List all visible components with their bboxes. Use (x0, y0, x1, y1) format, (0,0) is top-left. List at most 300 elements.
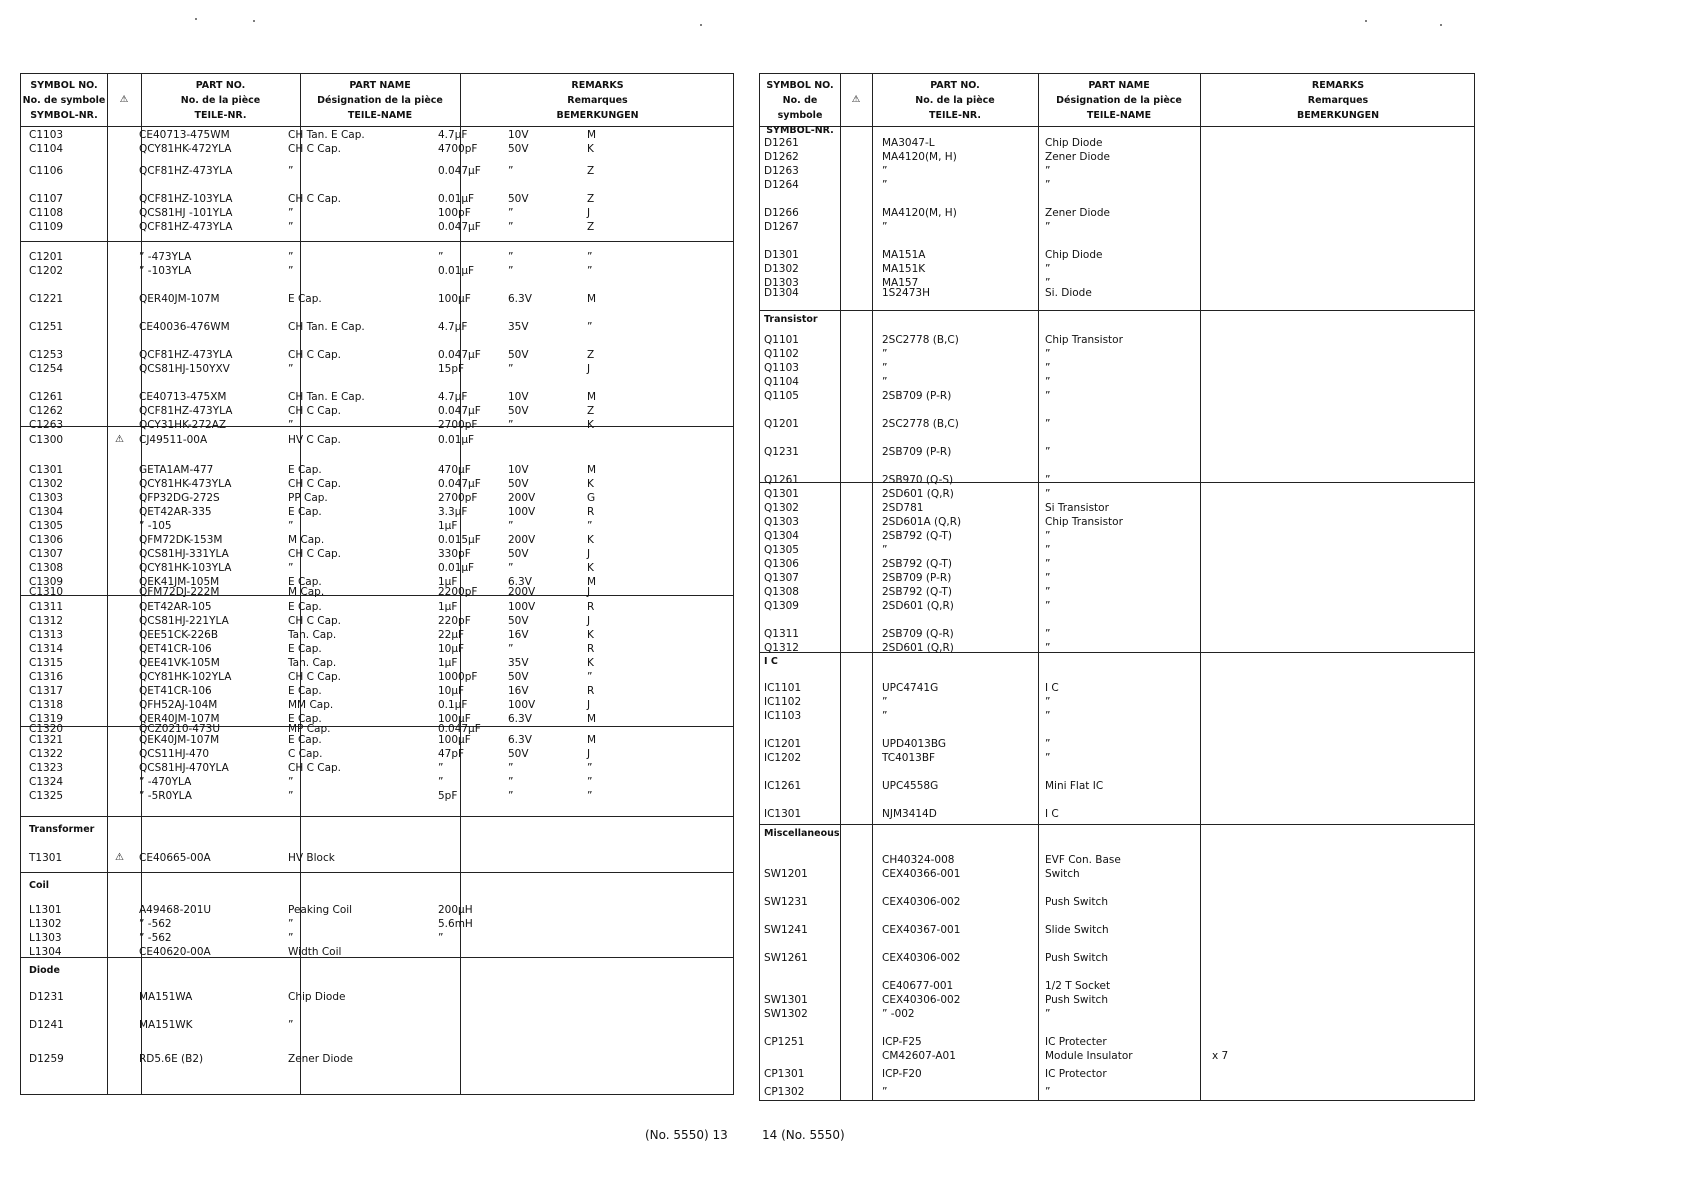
part-name: CH C Cap. (288, 548, 342, 560)
symbol-no: Q1261 (764, 474, 799, 486)
page-number-left: (No. 5550) 13 (645, 1128, 728, 1142)
remark-tolerance: Z (587, 405, 595, 417)
part-no: CJ49511-00A (139, 434, 208, 446)
part-no: 1S2473H (882, 287, 930, 299)
part-no: MA157 (882, 277, 919, 289)
table-row (760, 286, 1474, 300)
table-row (21, 1052, 733, 1066)
remark-voltage: 50V (508, 349, 529, 361)
remark-value: 2700pF (438, 492, 478, 504)
remark-tolerance: J (587, 615, 591, 627)
symbol-no: IC1301 (764, 808, 802, 820)
part-no: ” (882, 165, 888, 177)
symbol-no: Q1304 (764, 530, 799, 542)
remark-tolerance: Z (587, 349, 595, 361)
remark-voltage: 50V (508, 405, 529, 417)
table-row (760, 1035, 1474, 1049)
remark-tolerance: Z (587, 193, 595, 205)
part-name: Module Insulator (1045, 1050, 1133, 1062)
symbol-no: L1304 (29, 946, 62, 958)
part-no: ” -562 (139, 932, 172, 944)
part-no: QEK41JM-105M (139, 576, 220, 588)
remark-tolerance: K (587, 478, 594, 490)
part-no: ” -470YLA (139, 776, 192, 788)
part-name: CH C Cap. (288, 615, 342, 627)
remark-tolerance: ” (587, 251, 593, 263)
table-row (21, 264, 733, 278)
part-name: E Cap. (288, 576, 322, 588)
table-row (21, 684, 733, 698)
part-name: ” (1045, 277, 1051, 289)
header-warning-icon: ⚠ (851, 94, 861, 105)
remark-value: 22µF (438, 629, 465, 641)
part-no: 2SD781 (882, 502, 924, 514)
part-no: QCY81HK-472YLA (139, 143, 232, 155)
symbol-no: C1108 (29, 207, 64, 219)
table-row (21, 789, 733, 803)
remark-voltage: ” (508, 251, 514, 263)
table-row (21, 348, 733, 362)
part-name: ” (1045, 221, 1051, 233)
remark-value: 4.7µF (438, 321, 468, 333)
part-name: ” (1045, 1086, 1051, 1098)
symbol-no: CP1301 (764, 1068, 805, 1080)
symbol-no: C1321 (29, 734, 64, 746)
remark-voltage: 6.3V (508, 293, 532, 305)
symbol-no: D1261 (764, 137, 799, 149)
part-no: ” -5R0YLA (139, 790, 192, 802)
part-name: Tan. Cap. (288, 629, 337, 641)
part-no: TC4013BF (882, 752, 936, 764)
symbol-no: D1267 (764, 221, 799, 233)
part-no: 2SB792 (Q-T) (882, 586, 952, 598)
part-name: ” (1045, 696, 1051, 708)
part-name: ” (1045, 752, 1051, 764)
part-no: ” (882, 362, 888, 374)
part-no: QFH52AJ-104M (139, 699, 218, 711)
table-row (760, 681, 1474, 695)
symbol-no: C1261 (29, 391, 64, 403)
part-no: A49468-201U (139, 904, 212, 916)
symbol-no: IC1261 (764, 780, 802, 792)
part-no: 2SB970 (Q-S) (882, 474, 954, 486)
group-label: Transformer (29, 824, 95, 835)
part-no: QET42AR-105 (139, 601, 212, 613)
table-row (21, 1018, 733, 1032)
part-no: ” -002 (882, 1008, 915, 1020)
remark-voltage: ” (508, 419, 514, 431)
remark-voltage: 50V (508, 478, 529, 490)
remark-voltage: 6.3V (508, 576, 532, 588)
table-row (760, 779, 1474, 793)
part-no: NJM3414D (882, 808, 937, 820)
table-row (21, 990, 733, 1004)
part-no: QEE41VK-105M (139, 657, 220, 669)
part-no: ” (882, 710, 888, 722)
table-row (21, 292, 733, 306)
symbol-no: D1231 (29, 991, 64, 1003)
table-row (760, 709, 1474, 723)
remark-voltage: 10V (508, 464, 529, 476)
table-row (21, 917, 733, 931)
symbol-no: C1109 (29, 221, 64, 233)
remark-value: 4.7µF (438, 129, 468, 141)
symbol-no: C1201 (29, 251, 64, 263)
table-row (760, 375, 1474, 389)
part-name: CH C Cap. (288, 349, 342, 361)
symbol-no: C1318 (29, 699, 64, 711)
part-name: 1/2 T Socket (1045, 980, 1111, 992)
table-row (21, 903, 733, 917)
table-row (21, 851, 733, 865)
header-remarks: REMARKS Remarques BEMERKUNGEN (1296, 80, 1380, 121)
remark-voltage: 200V (508, 586, 536, 598)
table-row (21, 519, 733, 533)
remark-voltage: 100V (508, 699, 536, 711)
remark-value: ” (438, 776, 444, 788)
part-name: ” (1045, 530, 1051, 542)
remark-voltage: ” (508, 562, 514, 574)
remark-voltage: ” (508, 520, 514, 532)
remark-voltage: 50V (508, 548, 529, 560)
part-no: UPC4558G (882, 780, 939, 792)
table-row (760, 853, 1474, 867)
symbol-no: C1107 (29, 193, 64, 205)
part-name: Slide Switch (1045, 924, 1109, 936)
part-no: QER40JM-107M (139, 293, 220, 305)
table-row (21, 747, 733, 761)
table-row (21, 670, 733, 684)
parts-group (21, 958, 733, 1077)
table-row (760, 895, 1474, 909)
remark-value: 0.047µF (438, 478, 481, 490)
part-name: EVF Con. Base (1045, 854, 1121, 866)
table-row (760, 445, 1474, 459)
table-row (760, 867, 1474, 881)
symbol-no: C1253 (29, 349, 64, 361)
remark-tolerance: J (587, 363, 591, 375)
table-row (760, 515, 1474, 529)
part-no: MA4120(M, H) (882, 151, 957, 163)
part-no: QCS81HJ-221YLA (139, 615, 229, 627)
table-row (21, 505, 733, 519)
symbol-no: SW1301 (764, 994, 808, 1006)
part-name: ” (288, 790, 294, 802)
remark-voltage: ” (508, 265, 514, 277)
part-no: GETA1AM-477 (139, 464, 214, 476)
symbol-no: C1301 (29, 464, 64, 476)
remark-value: 0.047µF (438, 221, 481, 233)
remark-tolerance: ” (587, 520, 593, 532)
part-name: ” (288, 520, 294, 532)
remark-tolerance: J (587, 699, 591, 711)
remark-voltage: 50V (508, 143, 529, 155)
part-no: QCZ0210-473U (139, 723, 221, 735)
part-name: IC Protecter (1045, 1036, 1107, 1048)
part-no: QCF81HZ-473YLA (139, 405, 233, 417)
table-row (760, 807, 1474, 821)
part-no: MA3047-L (882, 137, 935, 149)
table-row (21, 320, 733, 334)
remark-voltage: 16V (508, 629, 529, 641)
remark-voltage: 200V (508, 534, 536, 546)
remark-tolerance: J (587, 586, 591, 598)
remarks: x 7 (1212, 1050, 1229, 1062)
remark-voltage: 6.3V (508, 713, 532, 725)
parts-group (760, 126, 1474, 311)
symbol-no: C1263 (29, 419, 64, 431)
table-row (21, 433, 733, 447)
group-label: I C (764, 656, 778, 667)
symbol-no: C1202 (29, 265, 64, 277)
table-row (21, 404, 733, 418)
header-part-name: PART NAME Désignation de la pièce TEILE-NAME (317, 80, 443, 121)
part-no: QFP32DG-272S (139, 492, 220, 504)
part-name: Zener Diode (1045, 207, 1110, 219)
symbol-no: SW1231 (764, 896, 808, 908)
part-name: CH C Cap. (288, 193, 342, 205)
table-row (760, 529, 1474, 543)
symbol-no: C1312 (29, 615, 64, 627)
symbol-no: Q1105 (764, 390, 799, 402)
symbol-no: C1300 (29, 434, 64, 446)
part-name: ” (1045, 572, 1051, 584)
part-name: Chip Diode (1045, 137, 1103, 149)
part-no: QCF81HZ-473YLA (139, 165, 233, 177)
symbol-no: C1106 (29, 165, 64, 177)
part-name: ” (1045, 263, 1051, 275)
part-no: QCS81HJ-150YXV (139, 363, 230, 375)
symbol-no: D1241 (29, 1019, 64, 1031)
symbol-no: C1317 (29, 685, 64, 697)
part-name: ” (1045, 558, 1051, 570)
header-warning-icon: ⚠ (119, 94, 129, 105)
symbol-no: Q1301 (764, 488, 799, 500)
remark-tolerance: M (587, 464, 597, 476)
part-name: CH C Cap. (288, 143, 342, 155)
part-no: CE40036-476WM (139, 321, 230, 333)
symbol-no: Q1307 (764, 572, 799, 584)
part-name: ” (1045, 710, 1051, 722)
remark-voltage: ” (508, 790, 514, 802)
remark-tolerance: M (587, 576, 597, 588)
remark-tolerance: K (587, 419, 594, 431)
part-no: ” -105 (139, 520, 172, 532)
part-no: QCS81HJ-470YLA (139, 762, 229, 774)
table-row (760, 585, 1474, 599)
part-name: Switch (1045, 868, 1080, 880)
part-name: Mini Flat IC (1045, 780, 1104, 792)
part-name: ” (288, 1019, 294, 1031)
remark-tolerance: M (587, 293, 597, 305)
part-no: 2SB709 (P-R) (882, 390, 952, 402)
symbol-no: C1311 (29, 601, 64, 613)
symbol-no: Q1302 (764, 502, 799, 514)
part-no: QCS81HJ -101YLA (139, 207, 233, 219)
table-row (21, 761, 733, 775)
header-symbol: SYMBOL NO. No. de symbole SYMBOL-NR. (22, 80, 106, 121)
remark-value: 0.047µF (438, 723, 481, 735)
header-part-no: PART NO. No. de la pièce TEILE-NR. (915, 80, 995, 121)
part-no: ” (882, 696, 888, 708)
remark-value: 0.047µF (438, 165, 481, 177)
part-name: ” (1045, 586, 1051, 598)
remark-value: 4.7µF (438, 391, 468, 403)
symbol-no: SW1261 (764, 952, 808, 964)
table-row (760, 599, 1474, 613)
remark-tolerance: ” (587, 762, 593, 774)
part-name: ” (288, 363, 294, 375)
part-name: ” (288, 221, 294, 233)
table-row (21, 600, 733, 614)
part-no: CE40665-00A (139, 852, 211, 864)
remark-value: 0.1µF (438, 699, 468, 711)
part-no: 2SD601 (Q,R) (882, 488, 954, 500)
remark-tolerance: M (587, 734, 597, 746)
part-no: ICP-F20 (882, 1068, 922, 1080)
remark-voltage: 50V (508, 671, 529, 683)
table-row (21, 250, 733, 264)
part-name: PP Cap. (288, 492, 328, 504)
right-table-body (760, 126, 1474, 1106)
table-row (21, 733, 733, 747)
remark-voltage: ” (508, 221, 514, 233)
remark-value: ” (438, 251, 444, 263)
remark-value: 3.3µF (438, 506, 468, 518)
group-label: Diode (29, 965, 60, 976)
remark-tolerance: ” (587, 790, 593, 802)
symbol-no: C1323 (29, 762, 64, 774)
part-no: ” (882, 376, 888, 388)
part-name: CH Tan. E Cap. (288, 129, 365, 141)
part-no: QCF81HZ-473YLA (139, 349, 233, 361)
part-name: ” (1045, 738, 1051, 750)
symbol-no: C1303 (29, 492, 64, 504)
remark-tolerance: ” (587, 321, 593, 333)
header-part-no: PART NO. No. de la pièce TEILE-NR. (180, 80, 261, 121)
remark-value: 0.01µF (438, 434, 475, 446)
part-name: ” (1045, 362, 1051, 374)
parts-group (21, 126, 733, 242)
remark-voltage: 35V (508, 321, 529, 333)
remark-tolerance: K (587, 143, 594, 155)
part-name: HV C Cap. (288, 434, 341, 446)
header-symbol: SYMBOL NO. No. de symbole SYMBOL-NR. (766, 80, 834, 136)
table-row (760, 557, 1474, 571)
part-no: QET41CR-106 (139, 643, 212, 655)
page-number-right: 14 (No. 5550) (762, 1128, 845, 1142)
part-name: Zener Diode (1045, 151, 1110, 163)
part-name: ” (1045, 418, 1051, 430)
group-label: Transistor (764, 314, 818, 325)
part-name: ” (1045, 390, 1051, 402)
part-name: ” (1045, 165, 1051, 177)
remark-tolerance: M (587, 391, 597, 403)
part-no: QCY31HK-272AZ (139, 419, 227, 431)
remark-value: 330pF (438, 548, 471, 560)
parts-group (760, 653, 1474, 825)
part-no: ” -103YLA (139, 265, 192, 277)
remark-value: 100pF (438, 207, 471, 219)
part-name: ” (288, 562, 294, 574)
table-row (760, 248, 1474, 262)
remark-voltage: 10V (508, 391, 529, 403)
part-name: Push Switch (1045, 952, 1108, 964)
table-row (760, 389, 1474, 403)
symbol-no: C1316 (29, 671, 64, 683)
table-row (21, 533, 733, 547)
part-name: C Cap. (288, 748, 323, 760)
part-name: M Cap. (288, 586, 325, 598)
remark-voltage: 16V (508, 685, 529, 697)
table-row (21, 614, 733, 628)
right-table-header (760, 74, 1474, 136)
part-name: ” (288, 776, 294, 788)
table-row (21, 698, 733, 712)
remark-tolerance: Z (587, 165, 595, 177)
remark-value: 10µF (438, 685, 465, 697)
symbol-no: CP1251 (764, 1036, 805, 1048)
remark-voltage: ” (508, 363, 514, 375)
remark-value: 1000pF (438, 671, 478, 683)
symbol-no: C1324 (29, 776, 64, 788)
part-no: ” (882, 544, 888, 556)
part-name: CH Tan. E Cap. (288, 391, 365, 403)
remark-tolerance: J (587, 548, 591, 560)
part-name: ” (1045, 1008, 1051, 1020)
symbol-no: SW1241 (764, 924, 808, 936)
group-label: Miscellaneous (764, 828, 840, 839)
table-row (760, 751, 1474, 765)
symbol-no: C1309 (29, 576, 64, 588)
part-name: ” (1045, 642, 1051, 654)
remark-voltage: 35V (508, 657, 529, 669)
part-no: CEX40306-002 (882, 994, 961, 1006)
remark-value: 0.01µF (438, 193, 475, 205)
table-row (760, 262, 1474, 276)
remark-value: 100µF (438, 293, 471, 305)
symbol-no: SW1302 (764, 1008, 808, 1020)
part-name: I C (1045, 808, 1059, 820)
symbol-no: D1259 (29, 1053, 64, 1065)
parts-group (21, 596, 733, 735)
symbol-no: C1103 (29, 129, 64, 141)
table-row (21, 164, 733, 178)
part-no: 2SC2778 (B,C) (882, 418, 959, 430)
symbol-no: Q1103 (764, 362, 799, 374)
remark-value: ” (438, 762, 444, 774)
table-row (760, 571, 1474, 585)
symbol-no: D1303 (764, 277, 799, 289)
symbol-no: C1302 (29, 478, 64, 490)
part-name: ” (1045, 348, 1051, 360)
part-name: ” (288, 251, 294, 263)
remark-tolerance: Z (587, 221, 595, 233)
parts-group (21, 817, 733, 873)
part-no: CE40713-475XM (139, 391, 227, 403)
table-row (760, 347, 1474, 361)
table-row (760, 1067, 1474, 1081)
part-name: E Cap. (288, 734, 322, 746)
symbol-no: Q1305 (764, 544, 799, 556)
part-name: Push Switch (1045, 896, 1108, 908)
remark-voltage: ” (508, 165, 514, 177)
part-no: QCF81HZ-473YLA (139, 221, 233, 233)
remark-tolerance: K (587, 534, 594, 546)
header-remarks: REMARKS Remarques BEMERKUNGEN (556, 80, 639, 121)
left-parts-table (20, 73, 734, 1095)
parts-group (21, 242, 733, 431)
